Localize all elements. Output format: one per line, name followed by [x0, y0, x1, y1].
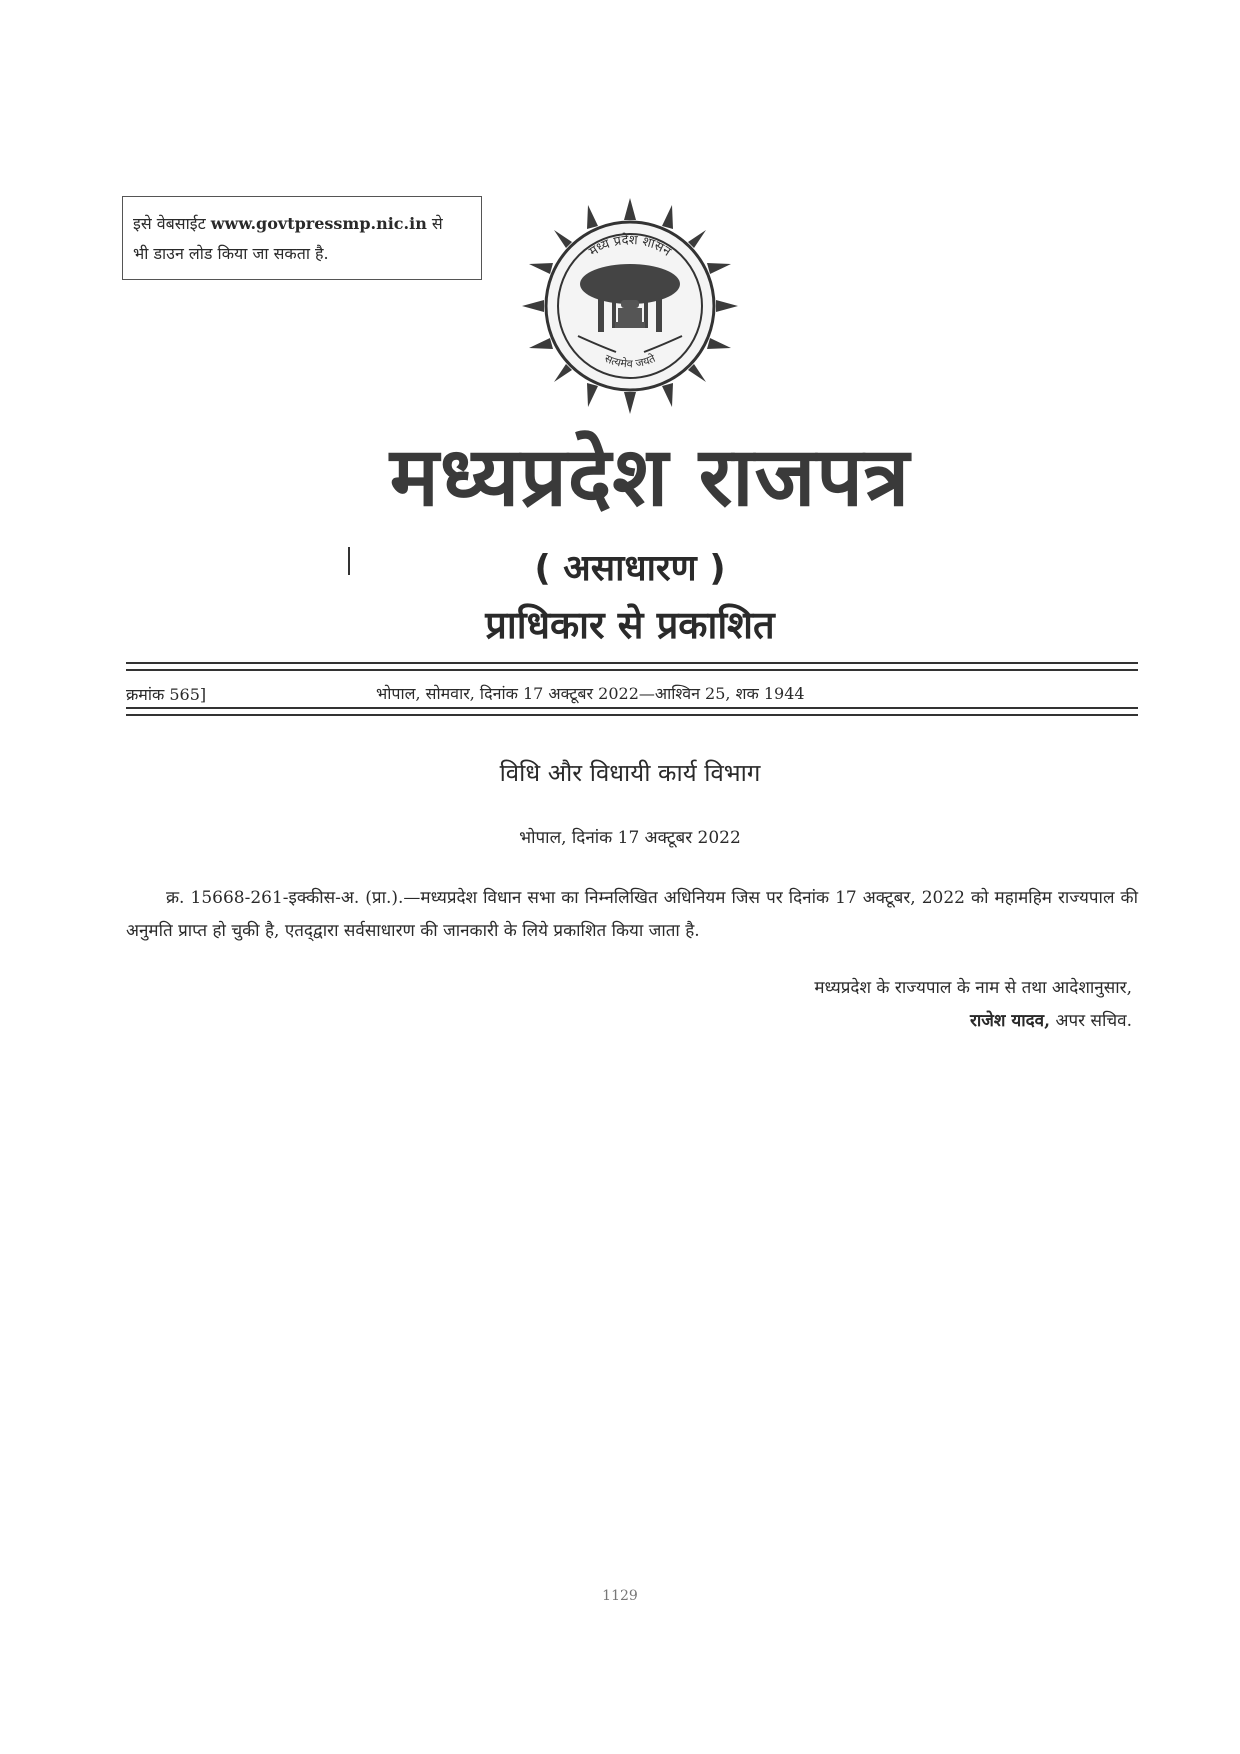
issue-date-line: भोपाल, सोमवार, दिनांक 17 अक्टूबर 2022—आश्विन 25, शक 1944 [376, 684, 805, 703]
gazette-title: मध्यप्रदेश राजपत्र [389, 430, 911, 525]
divider-rule-bottom-1 [126, 707, 1138, 709]
signatory-title: अपर सचिव. [1055, 1011, 1132, 1031]
gazette-subtitle: ( असाधारण ) [534, 548, 726, 589]
website-notice-prefix: इसे वेबसाईट [133, 214, 206, 233]
divider-rule-bottom-2 [126, 714, 1138, 716]
notice-body [126, 882, 1138, 948]
notice-body-text: क्र. 15668-261-इक्कीस-अ. (प्रा.).—मध्यप्रदेश विधान सभा का निम्नलिखित अधिनियम जिस पर दिनांक 17 अक्टूबर, 2022 को महामहिम राज्यपाल की अनुमति प्राप्त हो चुकी है, एतद्‌द्वारा सर्वसाधारण की जानकारी के लिये प्रकाशित किया जाता है. [126, 888, 1138, 941]
state-emblem-seal-icon [520, 196, 740, 416]
signoff-line: मध्यप्रदेश के राज्यपाल के नाम से तथा आदेशानुसार, [814, 978, 1132, 998]
signatory-name: राजेश यादव, [969, 1011, 1051, 1031]
department-heading: विधि और विधायी कार्य विभाग [499, 759, 761, 787]
website-notice-box [122, 196, 482, 280]
gazette-authority: प्राधिकार से प्रकाशित [485, 603, 775, 647]
issue-number: क्रमांक 565] [126, 685, 207, 704]
website-url[interactable]: www.govtpressmp.nic.in [210, 214, 427, 233]
website-notice-line1 [133, 209, 471, 239]
page-number: 1129 [602, 1588, 638, 1604]
divider-rule-top-1 [126, 662, 1138, 664]
seal-top-text: मध्य प्रदेश शासन [586, 232, 674, 260]
divider-rule-top-2 [126, 669, 1138, 671]
seal-motto: सत्यमेव जयते [602, 351, 658, 371]
margin-mark [348, 547, 350, 575]
signature-block [970, 1008, 1132, 1031]
website-notice-line2: भी डाउन लोड किया जा सकता है. [133, 244, 329, 263]
website-notice-suffix: से [431, 214, 443, 233]
notice-place-date: भोपाल, दिनांक 17 अक्टूबर 2022 [519, 828, 741, 848]
